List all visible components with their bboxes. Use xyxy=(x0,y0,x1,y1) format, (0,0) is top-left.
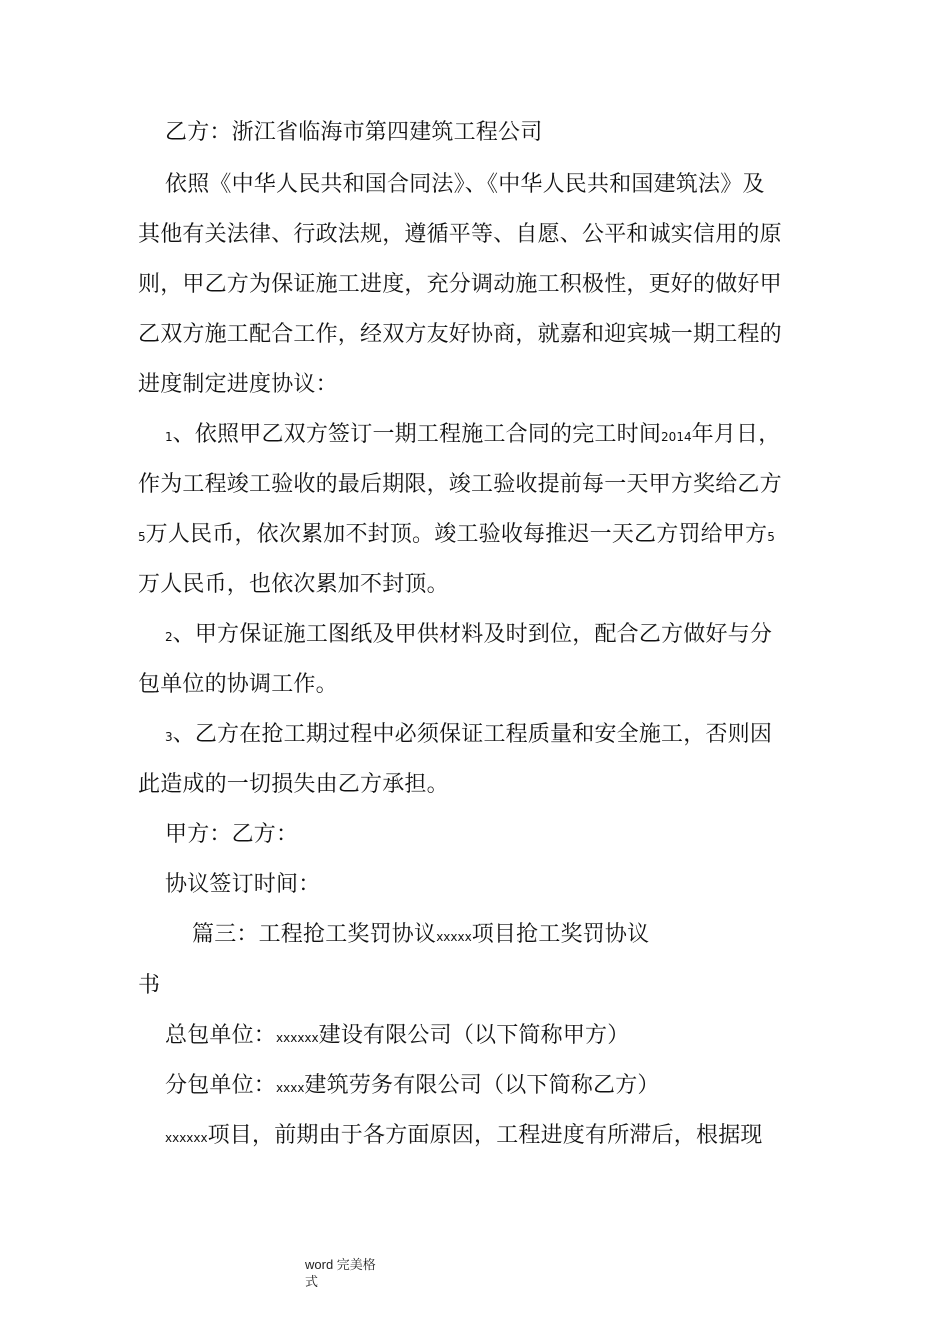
sign-date-line xyxy=(165,870,320,900)
section-title-line-2 xyxy=(138,971,160,1001)
clause-1-text-3: 万人民币，依次累加不封顶。竣工验收每推迟一天乙方罚给甲方 xyxy=(145,522,768,547)
clause-3-line-1 xyxy=(165,720,772,752)
clause-3-text-1: 、乙方在抢工期过程中必须保证工程质量和安全施工，否则因 xyxy=(172,722,773,747)
clause-3-text-2: 此造成的一切损失由乙方承担。 xyxy=(138,772,449,797)
clause-1-text-2: 作为工程竣工验收的最后期限，竣工验收提前每一天甲方奖给乙方 xyxy=(138,472,782,497)
subcontractor-line xyxy=(165,1071,660,1103)
project-rest: 项目，前期由于各方面原因，工程进度有所滞后，根据现 xyxy=(207,1123,763,1148)
clause-2-line-2 xyxy=(138,670,338,700)
footer-text-2: 式 xyxy=(305,1274,319,1289)
subcontractor-label: 分包单位： xyxy=(165,1073,277,1098)
footer-text-1: word 完美格 xyxy=(305,1257,376,1272)
intro-line-5 xyxy=(138,370,338,400)
intro-line-4 xyxy=(138,320,782,350)
contractor-placeholder: xxxxxx xyxy=(276,1031,319,1045)
party-b-line xyxy=(165,118,542,148)
intro-line-1 xyxy=(165,170,765,200)
signatures-text: 甲方：乙方： xyxy=(165,822,299,847)
subcontractor-placeholder: xxxx xyxy=(276,1081,305,1095)
sign-date-text: 协议签订时间： xyxy=(165,872,321,897)
footer-line-1 xyxy=(305,1257,376,1273)
clause-1-text-1a: 、依照甲乙双方签订一期工程施工合同的完工时间 xyxy=(172,422,662,447)
section-title-line-1 xyxy=(192,920,649,952)
intro-text-3: 则，甲乙方为保证施工进度，充分调动施工积极性，更好的做好甲 xyxy=(138,272,782,297)
clause-1-amount-a: 5 xyxy=(138,530,146,544)
contractor-rest: 建设有限公司（以下简称甲方） xyxy=(318,1023,630,1048)
clause-1-amount-b: 5 xyxy=(767,530,775,544)
clause-3-number: 3 xyxy=(165,730,173,744)
project-line xyxy=(165,1121,763,1153)
intro-line-2 xyxy=(138,220,782,250)
intro-text-4: 乙双方施工配合工作，经双方友好协商，就嘉和迎宾城一期工程的 xyxy=(138,322,782,347)
intro-text-2: 其他有关法律、行政法规，遵循平等、自愿、公平和诚实信用的原 xyxy=(138,222,782,247)
party-b-text: 乙方：浙江省临海市第四建筑工程公司 xyxy=(165,120,543,145)
subcontractor-rest: 建筑劳务有限公司（以下简称乙方） xyxy=(304,1073,660,1098)
contractor-label: 总包单位： xyxy=(165,1023,277,1048)
section-title-text-c: 书 xyxy=(138,973,161,998)
clause-2-text-1: 、甲方保证施工图纸及甲供材料及时到位，配合乙方做好与分 xyxy=(172,622,773,647)
project-placeholder: xxxxxx xyxy=(165,1131,208,1145)
intro-line-3 xyxy=(138,270,782,300)
clause-1-line-4 xyxy=(138,570,449,600)
signatures-line xyxy=(165,820,298,850)
clause-1-line-2 xyxy=(138,470,782,500)
intro-text-1: 依照《中华人民共和国合同法》、《中华人民共和国建筑法》及 xyxy=(165,172,765,197)
section-title-text-b: 项目抢工奖罚协议 xyxy=(471,922,650,947)
clause-2-number: 2 xyxy=(165,630,173,644)
clause-2-line-1 xyxy=(165,620,772,652)
section-title-placeholder: xxxxx xyxy=(436,930,472,944)
clause-2-text-2: 包单位的协调工作。 xyxy=(138,672,338,697)
clause-1-text-4: 万人民币，也依次累加不封顶。 xyxy=(138,572,449,597)
intro-text-5: 进度制定进度协议： xyxy=(138,372,338,397)
contractor-line xyxy=(165,1021,629,1053)
clause-1-line-1 xyxy=(165,420,780,452)
clause-1-line-3 xyxy=(138,520,775,552)
clause-1-text-1b: 年月日， xyxy=(691,422,781,447)
section-title-text-a: 篇三：工程抢工奖罚协议 xyxy=(192,922,437,947)
footer-line-2 xyxy=(305,1274,318,1290)
clause-1-year: 2014 xyxy=(661,430,692,444)
clause-3-line-2 xyxy=(138,770,449,800)
clause-1-number: 1 xyxy=(165,430,173,444)
